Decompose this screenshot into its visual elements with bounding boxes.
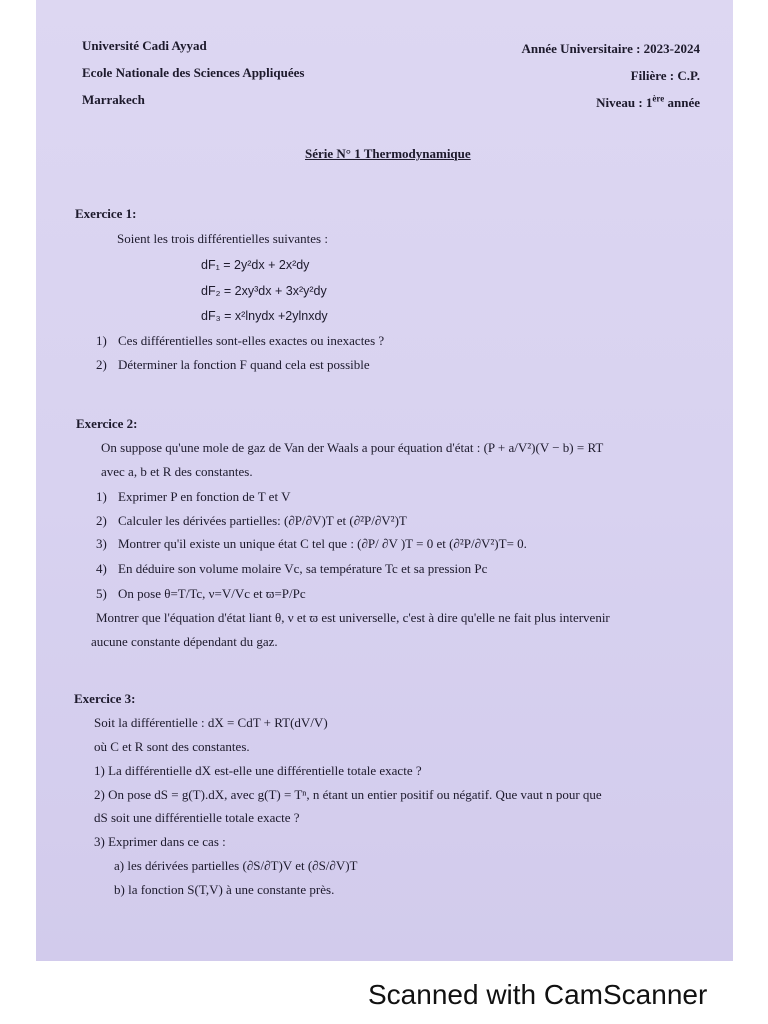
exercise1-heading: Exercice 1: [75,206,137,221]
question-text: Calculer les dérivées partielles: (∂P/∂V)T et (∂²P/∂V²)T [118,513,407,528]
equation-dF1: dF₁ = 2y²dx + 2x²dy [201,258,310,272]
exercise2-question-3 [96,536,527,552]
exercise1-intro: Soient les trois différentielles suivantes : [117,231,328,246]
exercise2-question-4 [96,561,487,577]
question-number: 1) [96,333,107,348]
exercise3-question-3: 3) Exprimer dans ce cas : [94,834,226,849]
exercise3-question-2-cont: dS soit une différentielle totale exacte ? [94,810,300,825]
exercise2-intro: On suppose qu'une mole de gaz de Van der Waals a pour équation d'état : (P + a/V²)(V − b) = RT [101,440,604,455]
question-number: 4) [96,561,107,576]
filiere: Filière : C.P. [630,68,700,83]
page-title: Série N° 1 Thermodynamique [305,146,471,161]
exercise3-line-1: Soit la différentielle : dX = CdT + RT(dV/V) [94,715,328,730]
equation-dF2: dF₂ = 2xy³dx + 3x²y²dy [201,284,327,298]
university-name: Université Cadi Ayyad [82,38,207,53]
exercise3-line-2: où C et R sont des constantes. [94,739,250,754]
question-text: Ces différentielles sont-elles exactes ou inexactes ? [118,333,385,348]
question-number: 5) [96,586,107,601]
niveau-sup: ère [652,93,665,104]
school-name: Ecole Nationale des Sciences Appliquées [82,65,305,80]
niveau-prefix: Niveau : 1 [596,95,653,110]
question-text: En déduire son volume molaire Vc, sa température Tc et sa pression Pc [118,561,488,576]
question-number: 2) [96,513,107,528]
question-number: 1) [96,489,107,504]
niveau [596,95,700,111]
question-text: Déterminer la fonction F quand cela est possible [118,357,370,372]
exercise3-question-3a: a) les dérivées partielles (∂S/∂T)V et (∂S/∂V)T [114,858,358,873]
exercise2-conclusion: Montrer que l'équation d'état liant θ, ν et ϖ est universelle, c'est à dire qu'elle ne fait plus intervenir [96,610,610,625]
exercise2-intro-constants: avec a, b et R des constantes. [101,464,253,479]
camscanner-footer: Scanned with CamScanner [368,979,708,1010]
academic-year: Année Universitaire : 2023-2024 [521,41,700,56]
question-number: 2) [96,357,107,372]
equation-dF3: dF₃ = x²lnydx +2ylnxdy [201,309,328,323]
question-text: Exprimer P en fonction de T et V [118,489,291,504]
city: Marrakech [82,92,145,107]
exercise3-heading: Exercice 3: [74,691,136,706]
exercise2-question-2 [96,513,407,529]
exercise2-conclusion-cont: aucune constante dépendant du gaz. [91,634,278,649]
niveau-suffix: année [664,95,700,110]
question-text: On pose θ=T/Tc, ν=V/Vc et ϖ=P/Pc [118,586,306,601]
exercise2-question-5 [96,586,306,602]
exercise3-question-1: 1) La différentielle dX est-elle une différentielle totale exacte ? [94,763,422,778]
exercise3-question-3b: b) la fonction S(T,V) à une constante près. [114,882,335,897]
exercise1-question-2 [96,357,370,373]
question-text: Montrer qu'il existe un unique état C tel que : (∂P/ ∂V )T = 0 et (∂²P/∂V²)T= 0. [118,536,527,551]
exercise2-question-1 [96,489,290,505]
exercise3-question-2: 2) On pose dS = g(T).dX, avec g(T) = Tⁿ, n étant un entier positif ou négatif. Que vaut n pour que [94,787,602,802]
question-number: 3) [96,536,107,551]
exercise2-heading: Exercice 2: [76,416,138,431]
exercise1-question-1 [96,333,384,349]
